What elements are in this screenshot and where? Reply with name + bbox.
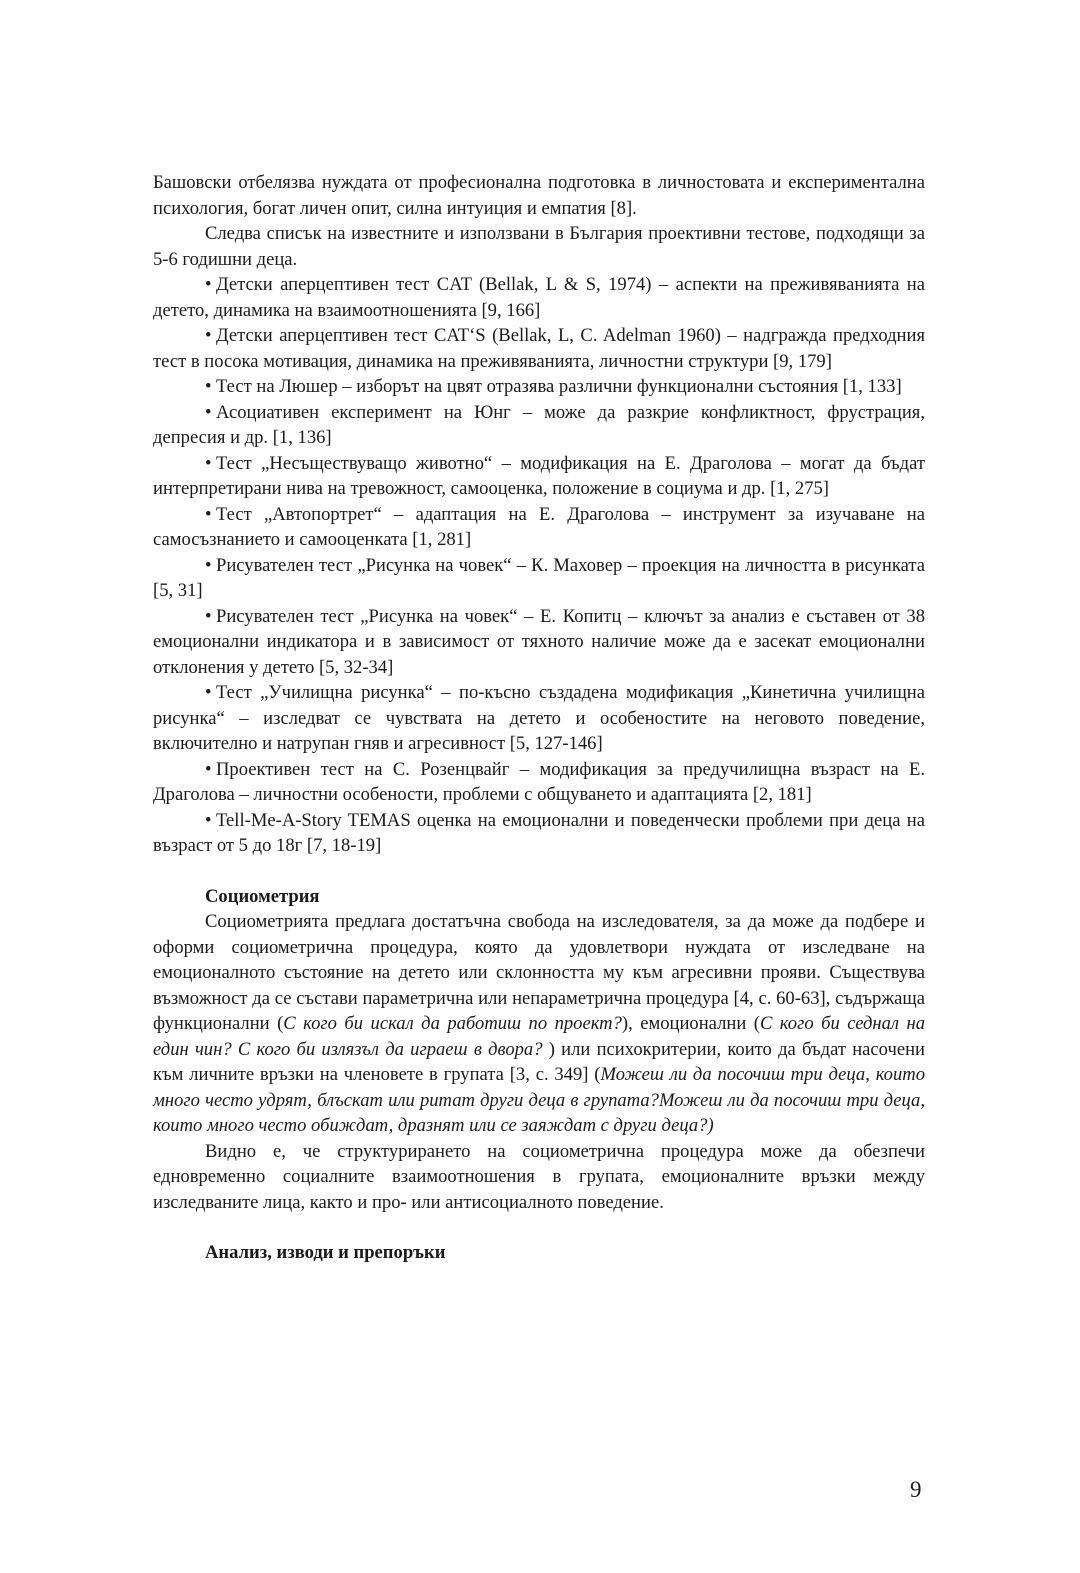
list-item: • Детски аперцептивен тест CAT‘S (Bellak, L, C. Adelman 1960) – надгражда предходния тест в посока мотивация, динамика на преживяванията, личностни структури [9, 179] bbox=[153, 325, 925, 372]
page-number: 9 bbox=[910, 1477, 922, 1502]
paragraph-sociometry: Социометрията предлага достатъчна свобода на изследователя, за да може да подбере и оформи социометрична процедура, която да удовлетвори нуждата от изследване на емоционалното състояние на детето или склонността му към агресивни прояви. Съществува възможност да се състави параметрична или непараметрична процедура [4, с. 60-63], съдържаща функционални (С кого би искал да работиш по проект?), емоционални (С кого би седнал на един чин? С кого би излязъл да играеш в двора? ) или психокритерии, които да бъдат насочени към личните връзки на членовете в групата [3, с. 349] (Можеш ли да посочиш три деца, които много често удрят, блъскат или ритат други деца в групата?Можеш ли да посочиш три деца, които много често обиждат, дразнят или се заяждат с други деца?) bbox=[153, 911, 926, 1136]
list-item: • Тест „Несъществуващо животно“ – модификация на Е. Драголова – могат да бъдат интерпретирани нива на тревожност, самооценка, положение в социума и др. [1, 275] bbox=[153, 452, 925, 499]
bullet-icon: • bbox=[205, 554, 212, 576]
bullet-icon: • bbox=[205, 682, 212, 703]
bullet-icon: • bbox=[205, 758, 212, 780]
bullet-icon: • bbox=[205, 503, 212, 525]
bullet-icon: • bbox=[205, 605, 212, 627]
list-item: • Тест „Автопортрет“ – адаптация на Е. Драголова – инструмент за изучаване на самосъзнанието и самооценката [1, 281] bbox=[153, 503, 925, 550]
list-item: • Рисувателен тест „Рисунка на човек“ – К. Маховер – проекция на личността в рисунката [5, 31] bbox=[153, 554, 925, 601]
section-spacer bbox=[153, 1215, 925, 1240]
list-item: • Проективен тест на С. Розенцвайг – модификация за предучилищна възраст на Е. Драголова – личностни особености, проблеми с общуването и адаптацията [2, 181] bbox=[153, 758, 925, 805]
list-item: • Рисувателен тест „Рисунка на човек“ – Е. Копитц – ключът за анализ е съставен от 38 емоционални индикатора и в зависимост от тяхното наличие може да е засекат емоционални отклонения у детето [5, 32-34] bbox=[153, 605, 925, 678]
bullet-icon: • bbox=[205, 274, 212, 295]
list-item: • Асоциативен експеримент на Юнг – може да разкрие конфликтност, фрустрация, депресия и др. [1, 136] bbox=[153, 401, 925, 448]
paragraph-bashovski: Башовски отбелязва нуждата от професионална подготовка в личностовата и експериментална психология, богат личен опит, силна интуиция и емпатия [8]. bbox=[153, 172, 925, 219]
bullet-icon: • bbox=[205, 401, 212, 423]
paragraph-sociometry-conclusion: Видно е, че структурирането на социометрична процедура може да обезпечи едновременно социалните взаимоотношения в групата, емоционалните връзки между изследваните лица, както и про- или антисоциалното поведение. bbox=[153, 1140, 925, 1213]
paragraph-list-intro: Следва списък на известните и използвани в България проективни тестове, подходящи за 5-6 годишни деца. bbox=[153, 223, 925, 270]
bullet-icon: • bbox=[205, 325, 212, 346]
bullet-icon: • bbox=[205, 452, 212, 474]
list-item: • Тест на Люшер – изборът на цвят отразява различни функционални състояния [1, 133] bbox=[153, 374, 925, 400]
section-heading-sociometry: Социометрия bbox=[205, 885, 320, 907]
section-heading-analysis: Анализ, изводи и препоръки bbox=[205, 1242, 446, 1263]
list-item: • Детски аперцептивен тест CAT (Bellak, L & S, 1974) – аспекти на преживяванията на детето, динамика на взаимоотношенията [9, 166] bbox=[153, 274, 925, 321]
list-item: • Tell-Me-A-Story TEMAS оценка на емоционални и поведенчески проблеми при деца на възраст от 5 до 18г [7, 18-19] bbox=[153, 809, 925, 856]
projective-test-list bbox=[153, 272, 925, 859]
bullet-icon: • bbox=[205, 809, 212, 831]
section-spacer bbox=[153, 859, 925, 884]
bullet-icon: • bbox=[205, 376, 212, 397]
page-body bbox=[153, 170, 925, 1266]
list-item: • Тест „Училищна рисунка“ – по-късно създадена модификация „Кинетична училищна рисунка“ – изследват се чувствата на детето и особеностите на неговото поведение, включително и натрупан гняв и агресивност [5, 127-146] bbox=[153, 682, 925, 754]
